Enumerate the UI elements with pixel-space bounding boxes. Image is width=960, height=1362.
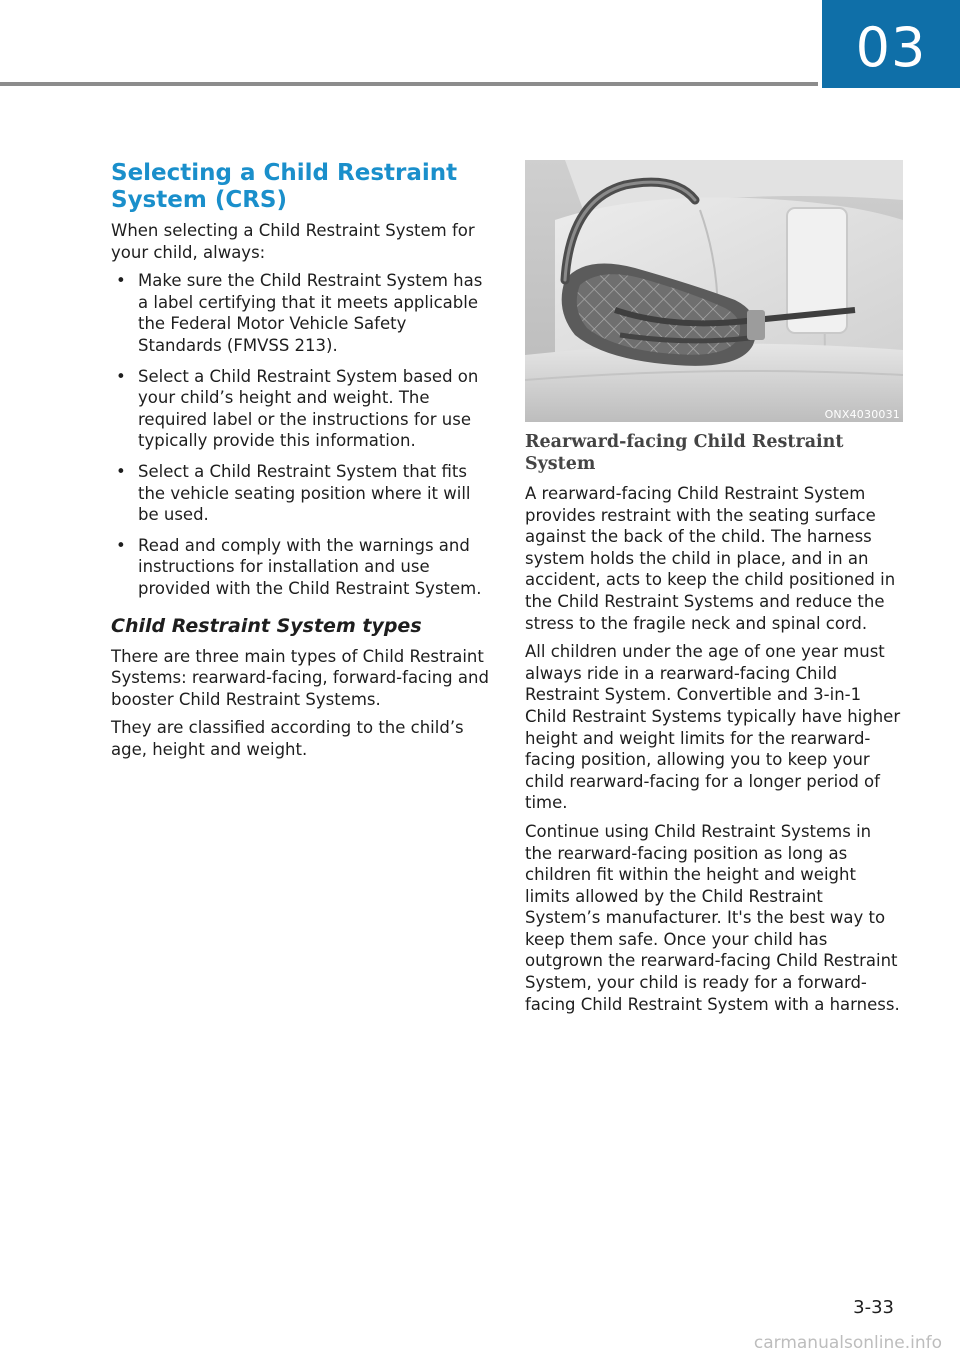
- rear-seat-car-seat-graphic: [525, 160, 903, 422]
- child-seat-illustration: [525, 160, 903, 422]
- selection-bullet-list: [111, 270, 489, 599]
- figure-caption: Rearward-facing Child Restraint System: [525, 432, 844, 474]
- rearward-paragraph-3: Continue using Child Restraint Systems in the rearward-facing position as long as children fit within the height and weight limits allowed by the Child Restraint System’s manufacturer. It's the best way to keep them safe. Once your child has outgrown the rearward-facing Child Restraint System, your child is ready for a forward-facing Child Restraint System with a harness.: [525, 821, 900, 1014]
- bullet-symbol: •: [116, 366, 126, 386]
- bullet-item: [111, 270, 489, 356]
- figure-code: ONX4030031: [824, 408, 900, 421]
- bullet-item: [111, 535, 489, 600]
- page-number: 3-33: [853, 1297, 894, 1318]
- left-column: [111, 160, 489, 767]
- chapter-number: 03: [855, 16, 927, 79]
- intro-paragraph: When selecting a Child Restraint System for your child, always:: [111, 221, 475, 262]
- rearward-paragraph-1: A rearward-facing Child Restraint System provides restraint with the seating surface against the back of the child. The harness system holds the child in place, and in an accident, acts to keep the child positioned in the Child Restraint Systems and reduce the stress to the fragile neck and spinal cord.: [525, 484, 896, 633]
- rearward-paragraph-2: All children under the age of one year must always ride in a rearward-facing Child Restraint System. Convertible and 3-in-1 Child Restraint Systems typically have higher height and weight limits for the rearward-facing position, allowing you to keep your child rearward-facing for a longer period of time.: [525, 642, 901, 813]
- watermark-text: carmanualsonline.info: [753, 1333, 942, 1353]
- types-paragraph-2: They are classified according to the child’s age, height and weight.: [111, 718, 464, 759]
- types-heading: Child Restraint System types: [111, 614, 422, 637]
- bullet-text: Select a Child Restraint System that fits the vehicle seating position where it will be used.: [138, 461, 471, 525]
- header-rule: [0, 82, 818, 86]
- bullet-text: Read and comply with the warnings and instructions for installation and use provided with the Child Restraint System.: [138, 535, 482, 598]
- bullet-symbol: •: [116, 535, 126, 555]
- bullet-item: [111, 461, 489, 526]
- bullet-symbol: •: [116, 461, 126, 481]
- bullet-text: Select a Child Restraint System based on your child’s height and weight. The required label or the instructions for use typically provide this information.: [138, 366, 479, 451]
- section-heading: Selecting a Child Restraint System (CRS): [111, 160, 458, 213]
- bullet-symbol: •: [116, 271, 126, 291]
- chapter-tab: [822, 0, 960, 88]
- right-column: [525, 160, 903, 1022]
- bullet-text: Make sure the Child Restraint System has a label certifying that it meets applicable the Federal Motor Vehicle Safety Standards (FMVSS 213).: [138, 271, 483, 355]
- bullet-item: [111, 366, 489, 452]
- types-paragraph-1: There are three main types of Child Restraint Systems: rearward-facing, forward-facing and booster Child Restraint Systems.: [111, 646, 489, 709]
